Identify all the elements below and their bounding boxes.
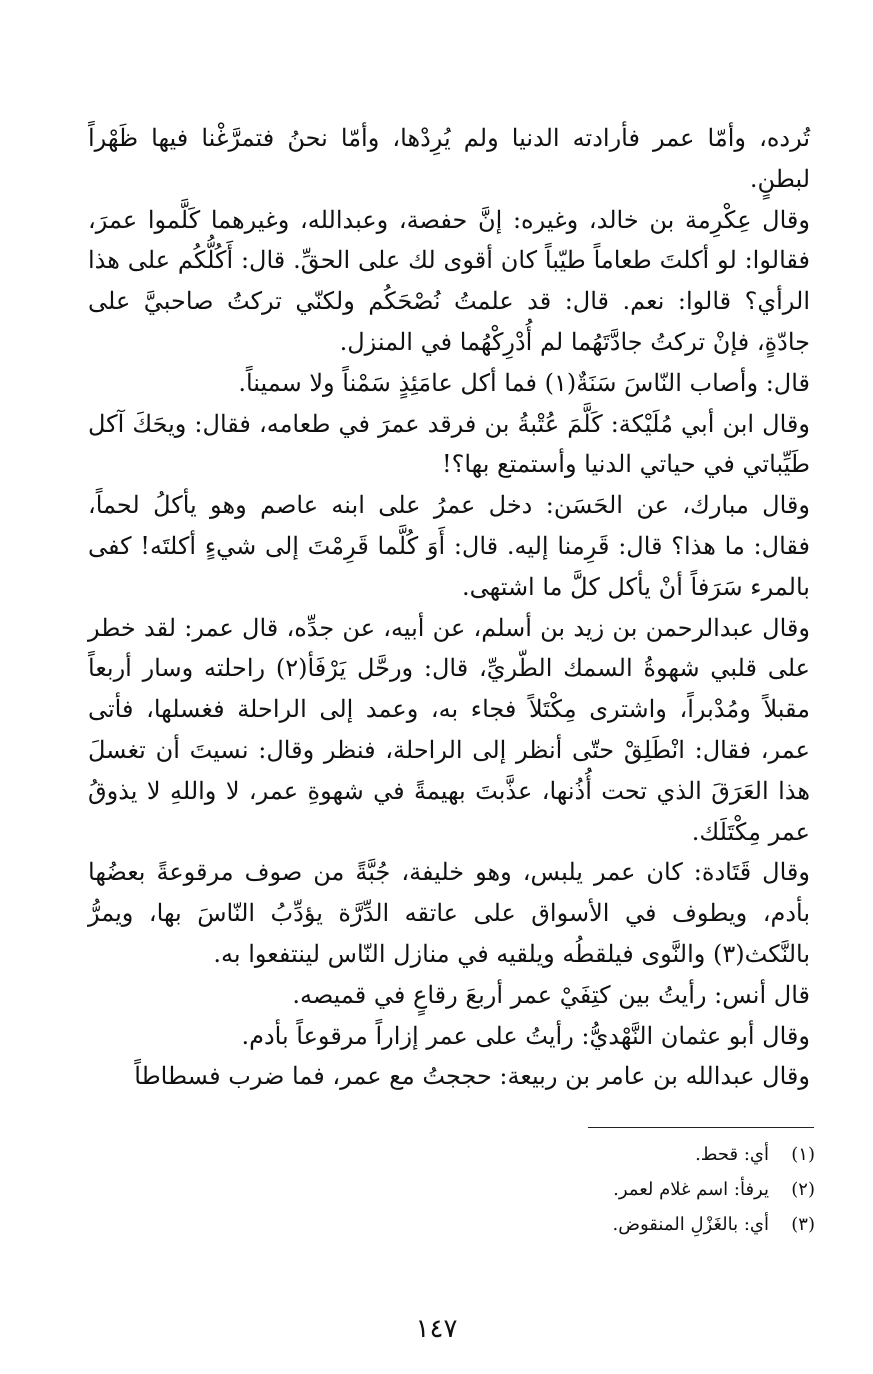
main-text [88,118,810,1097]
paragraph-6: وقال عبدالرحمن بن زيد بن أسلم، عن أبيه، عن جدِّه، قال عمر: لقد خطر على قلبي شهوةُ السمك الطّريِّ، قال: ورحَّل يَرْفَأ(٢) راحلته وسار أربعاً مقبلاً ومُدْبراً، واشترى مِكْتَلاً فجاء به، وعمد إلى الراحلة فغسلها، فأتى عمر، فقال: انْطَلِقْ حتّى أنظر إلى الراحلة، فنظر وقال: نسيتَ أن تغسلَ هذا العَرَقَ الذي تحت أُذُنها، عذَّبتَ بهيمةً في شهوةِ عمر، لا واللهِ لا يذوقُ عمر مِكْتَلَك. [88,613,811,846]
footnote-3 [300,1207,815,1242]
footnote-2 [300,1172,815,1207]
footnote-text: يرفأ: اسم غلام لعمر. [613,1179,769,1200]
footnote-divider [588,1127,814,1128]
paragraph-10: وقال عبدالله بن عامر بن ربيعة: حججتُ مع عمر، فما ضرب فسطاطاً [134,1062,810,1091]
footnote-number: (١) [791,1144,815,1165]
footnote-1 [300,1137,815,1172]
paragraph-5: وقال مبارك، عن الحَسَن: دخل عمرُ على ابنه عاصم وهو يأكلُ لحماً، فقال: ما هذا؟ قال: قَرِمنا إليه. قال: أَوَ كُلَّما قَرِمْتَ إلى شيءٍ أكلتَه! كفى بالمرء سَرَفاً أنْ يأكل كلَّ ما اشتهى. [88,491,810,601]
paragraph-2: وقال عِكْرِمة بن خالد، وغيره: إنَّ حفصة، وعبدالله، وغيرهما كَلَّموا عمرَ، فقالوا: لو أكلتَ طعاماً طيّباً كان أقوى لك على الحقِّ. قال: أَكُلُّكُم على هذا الرأي؟ قالوا: نعم. قال: قد علمتُ نُصْحَكُم ولكنّي تركتُ صاحبيَّ على جادّةٍ، فإنْ تركتُ جادَّتَهُما لم أُدْرِكْهُما في المنزل. [88,205,810,356]
paragraph-7: وقال قَتَادة: كان عمر يلبس، وهو خليفة، جُبَّةً من صوف مرقوعةً بعضُها بأدم، ويطوف في الأسواق على عاتقه الدِّرَّة يؤدِّبُ النّاسَ بها، ويمرُّ بالنَّكث(٣) والنَّوى فيلقطُه ويلقيه في منازل النّاس لينتفعوا به. [88,858,810,968]
paragraph-8: قال أنس: رأيتُ بين كتِفَيْ عمر أربعَ رقاعٍ في قميصه. [292,980,810,1009]
footnote-number: (٣) [791,1214,815,1235]
footnote-text: أي: بالغَزْلِ المنقوض. [612,1214,769,1235]
footnote-number: (٢) [791,1179,815,1200]
page-number: ١٤٧ [415,1314,458,1344]
footnote-text: أي: قحط. [695,1144,769,1165]
footnotes [300,1137,815,1242]
paragraph-1: تُرده، وأمّا عمر فأرادته الدنيا ولم يُرِدْها، وأمّا نحنُ فتمرَّغْنا فيها ظَهْراً لبطنٍ. [88,124,811,193]
paragraph-3: قال: وأصاب النّاسَ سَنَةٌ(١) فما أكل عامَئِذٍ سَمْناً ولا سميناً. [238,368,810,397]
paragraph-4: وقال ابن أبي مُلَيْكة: كَلَّمَ عُتْبةُ بن فرقد عمرَ في طعامه، فقال: ويحَكَ آكل طَيِّباتي في حياتي الدنيا وأستمتع بها؟! [88,409,810,479]
paragraph-9: وقال أبو عثمان النَّهْديُّ: رأيتُ على عمر إزاراً مرقوعاً بأدم. [241,1021,810,1050]
